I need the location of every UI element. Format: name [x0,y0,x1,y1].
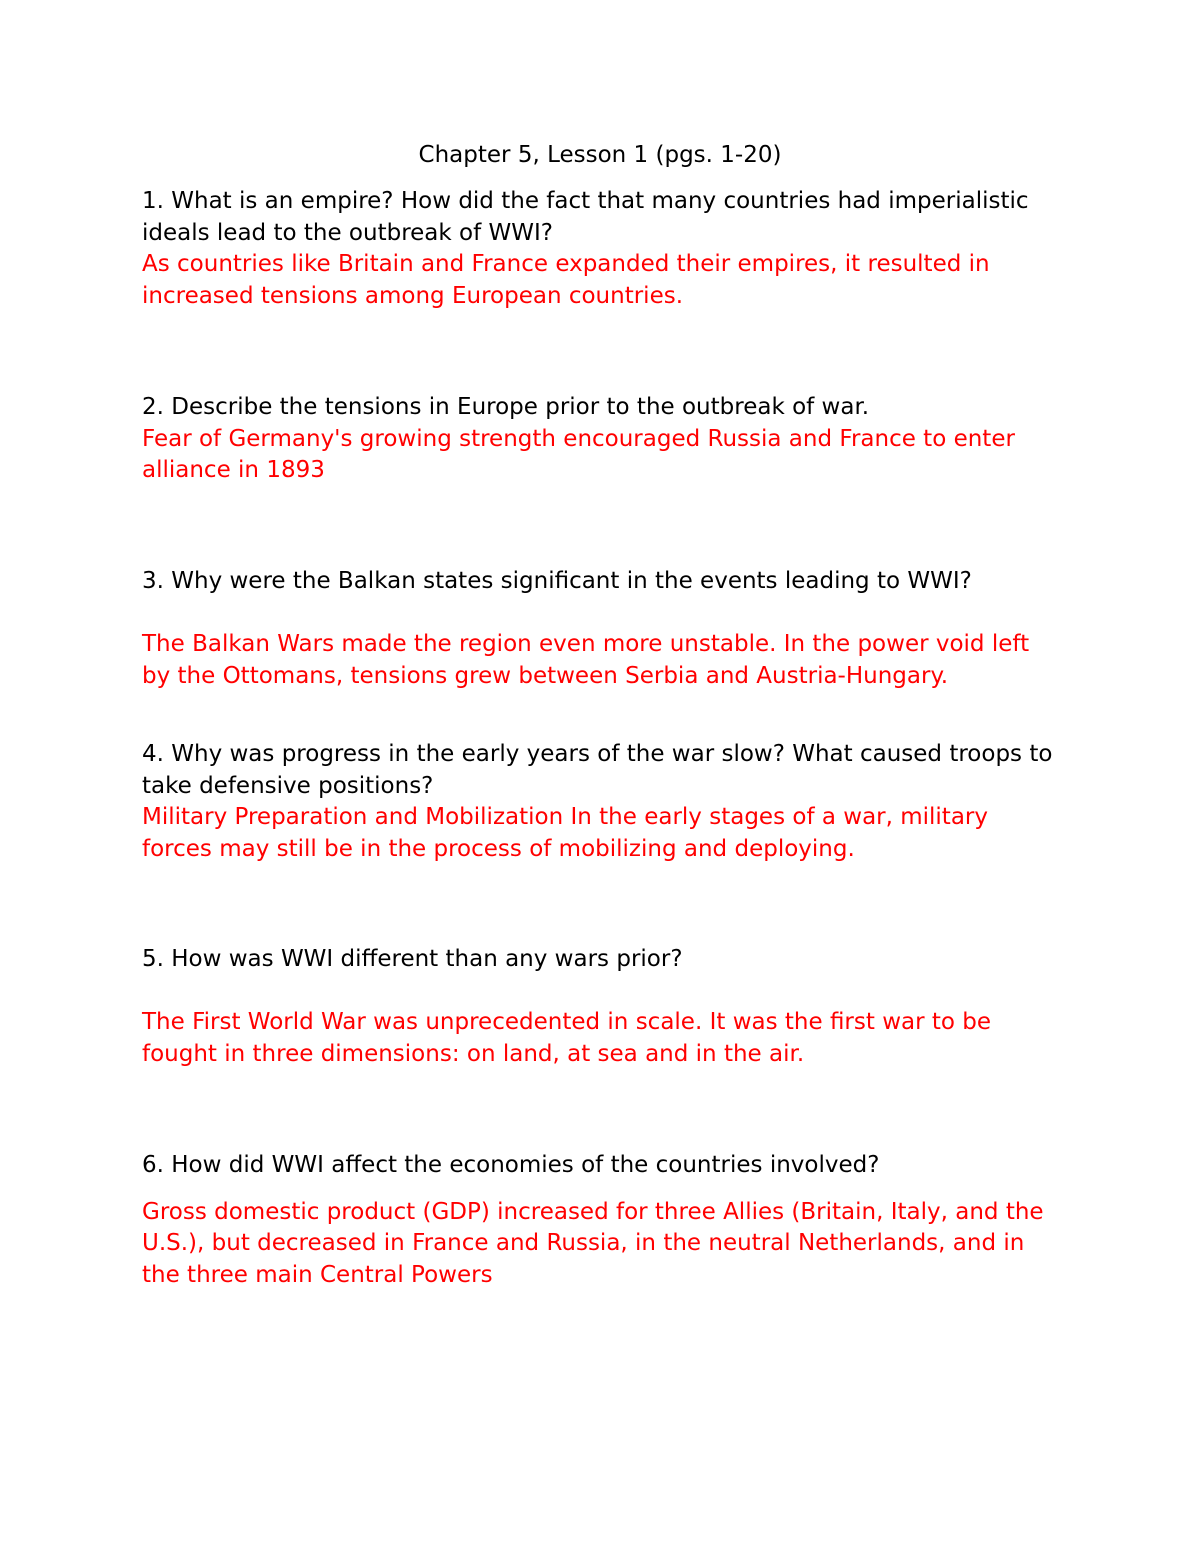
qa-item-3 [142,566,1062,692]
qa-item-6 [142,1150,1062,1291]
answer-2: Fear of Germany's growing strength encouraged Russia and France to enter alliance in 1893 [142,425,1015,483]
question-4: 4. Why was progress in the early years of the war slow? What caused troops to take defensive positions? [142,741,1053,799]
qa-item-1 [142,186,1062,312]
question-5: 5. How was WWI different than any wars prior? [142,946,683,972]
qa-item-5 [142,944,1062,1070]
qa-item-4 [142,739,1062,865]
question-6: 6. How did WWI affect the economies of the countries involved? [142,1152,880,1178]
answer-1: As countries like Britain and France expanded their empires, it resulted in increased tensions among European countries. [142,251,990,309]
question-3: 3. Why were the Balkan states significant in the events leading to WWI? [142,568,972,594]
answer-3: The Balkan Wars made the region even more unstable. In the power void left by the Ottomans, tensions grew between Serbia and Austria-Hungary. [142,631,1030,689]
answer-5: The First World War was unprecedented in scale. It was the first war to be fought in three dimensions: on land, at sea and in the air. [142,1009,992,1067]
qa-item-2 [142,392,1062,487]
answer-4: Military Preparation and Mobilization In the early stages of a war, military forces may still be in the process of mobilizing and deploying. [142,804,988,862]
answer-6: Gross domestic product (GDP) increased for three Allies (Britain, Italy, and the U.S.), but decreased in France and Russia, in the neutral Netherlands, and in the three main Central Powers [142,1198,1044,1288]
page-title: Chapter 5, Lesson 1 (pgs. 1-20) [418,142,782,168]
question-1: 1. What is an empire? How did the fact that many countries had imperialistic ideals lead to the outbreak of WWI? [142,188,1029,246]
question-2: 2. Describe the tensions in Europe prior to the outbreak of war. [142,394,870,420]
